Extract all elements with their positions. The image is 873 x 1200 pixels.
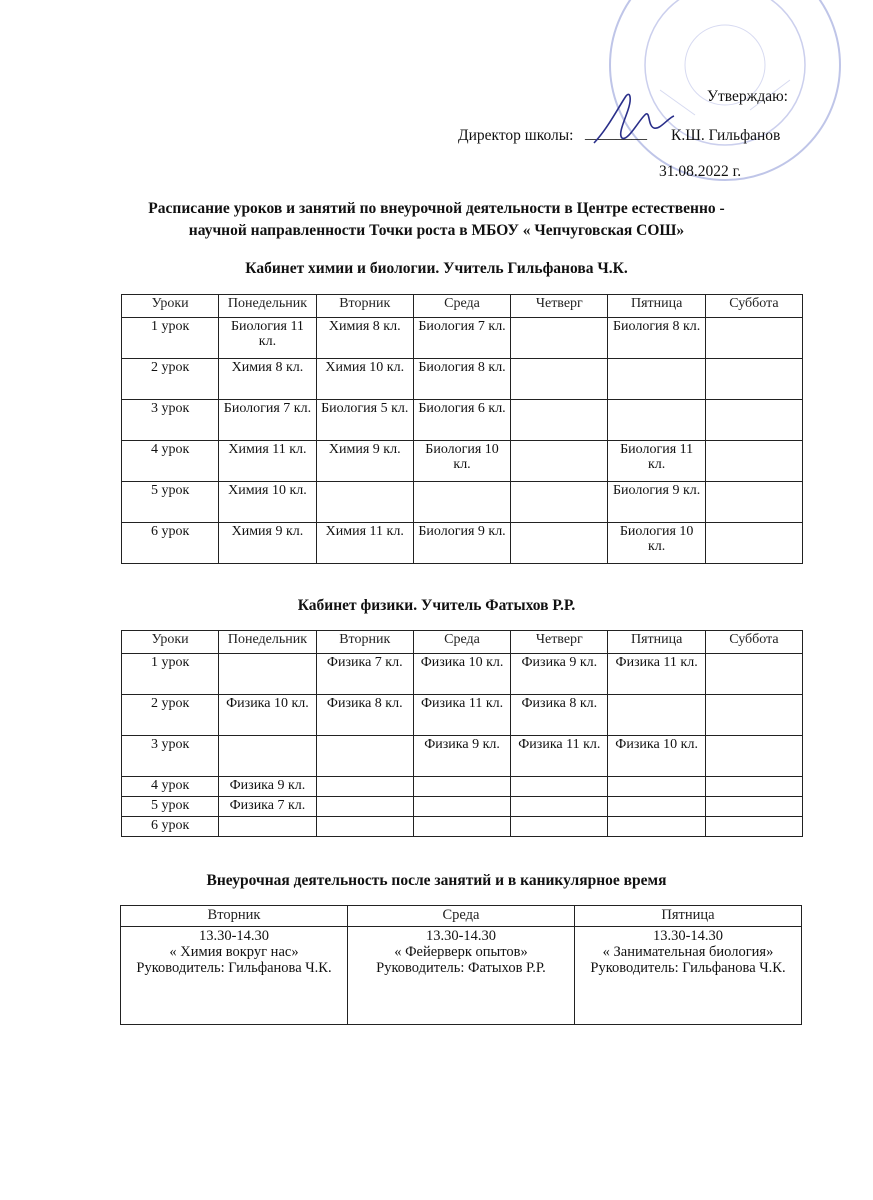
header-cell: Суббота	[705, 295, 802, 318]
header-cell: Среда	[413, 295, 510, 318]
table-cell	[511, 359, 608, 400]
table-cell: Биология 6 кл.	[413, 400, 510, 441]
table-cell: Физика 8 кл.	[511, 695, 608, 736]
table-cell	[511, 441, 608, 482]
table-cell	[705, 736, 802, 777]
table-cell: Химия 11 кл.	[316, 523, 413, 564]
table-cell	[511, 482, 608, 523]
table-cell: 1 урок	[122, 654, 219, 695]
table-cell: Физика 10 кл.	[608, 736, 705, 777]
activity-leader: Руководитель: Гильфанова Ч.К.	[136, 960, 332, 976]
table-cell: Химия 9 кл.	[219, 523, 316, 564]
table-cell: Физика 9 кл.	[219, 777, 316, 797]
activity-leader: Руководитель: Фатыхов Р.Р.	[376, 960, 546, 976]
table-cell: Физика 11 кл.	[511, 736, 608, 777]
table-cell: Биология 9 кл.	[413, 523, 510, 564]
table-cell: Химия 10 кл.	[219, 482, 316, 523]
header-cell: Уроки	[122, 295, 219, 318]
table-cell	[608, 695, 705, 736]
header-cell: Вторник	[316, 631, 413, 654]
table-cell	[511, 777, 608, 797]
activity-time: 13.30-14.30	[425, 928, 497, 944]
table-cell	[511, 817, 608, 837]
header-cell: Уроки	[122, 631, 219, 654]
table-cell: Физика 9 кл.	[413, 736, 510, 777]
activity-name: « Занимательная биология»	[602, 944, 774, 960]
table-cell	[511, 797, 608, 817]
approval-date: 31.08.2022 г.	[659, 163, 742, 180]
table-cell: 4 урок	[122, 441, 219, 482]
table-cell	[705, 359, 802, 400]
activity-cell	[121, 927, 348, 1025]
approve-label: Утверждаю:	[707, 88, 788, 105]
activity-name: « Химия вокруг нас»	[169, 944, 299, 960]
extracurricular-heading: Внеурочная деятельность после занятий и в каникулярное время	[206, 872, 667, 889]
director-name: К.Ш. Гильфанов	[671, 127, 781, 144]
table-cell	[219, 817, 316, 837]
table-cell	[511, 400, 608, 441]
table-row	[122, 654, 803, 695]
table-cell: 5 урок	[122, 797, 219, 817]
table-cell	[608, 777, 705, 797]
table-cell	[705, 441, 802, 482]
table-cell: Физика 10 кл.	[413, 654, 510, 695]
table-cell: Биология 5 кл.	[316, 400, 413, 441]
table-cell: 1 урок	[122, 318, 219, 359]
table-cell: Биология 10 кл.	[413, 441, 510, 482]
table-cell: Биология 9 кл.	[608, 482, 705, 523]
activity-name: « Фейерверк опытов»	[394, 944, 528, 960]
table-cell: Химия 8 кл.	[219, 359, 316, 400]
table-cell: Химия 11 кл.	[219, 441, 316, 482]
table-cell	[705, 400, 802, 441]
table-cell	[705, 318, 802, 359]
header-cell: Понедельник	[219, 631, 316, 654]
table-cell: Химия 8 кл.	[316, 318, 413, 359]
table-row	[122, 318, 803, 359]
header-cell: Понедельник	[219, 295, 316, 318]
table-cell	[511, 318, 608, 359]
table-cell: 2 урок	[122, 695, 219, 736]
table-row	[122, 777, 803, 797]
header-cell: Вторник	[316, 295, 413, 318]
table-cell	[608, 359, 705, 400]
table-cell: Физика 11 кл.	[608, 654, 705, 695]
table-cell: Биология 8 кл.	[608, 318, 705, 359]
table-cell: Биология 10 кл.	[608, 523, 705, 564]
table-cell	[219, 736, 316, 777]
table-cell	[705, 482, 802, 523]
table-cell	[608, 400, 705, 441]
table-cell	[316, 817, 413, 837]
header-cell: Пятница	[608, 631, 705, 654]
table-row	[121, 927, 802, 1025]
page-title-line2: научной направленности Точки роста в МБОУ « Чепчуговская СОШ»	[188, 222, 685, 239]
table-row	[122, 695, 803, 736]
table-cell: 6 урок	[122, 817, 219, 837]
table-cell: Химия 10 кл.	[316, 359, 413, 400]
table-cell: Биология 7 кл.	[219, 400, 316, 441]
activity-time: 13.30-14.30	[652, 928, 724, 944]
table-header-row	[122, 295, 803, 318]
signature-line: ________	[585, 125, 647, 142]
physics-heading: Кабинет физики. Учитель Фатыхов Р.Р.	[297, 597, 576, 614]
table-cell	[316, 736, 413, 777]
table-cell: Биология 11 кл.	[219, 318, 316, 359]
table-cell	[705, 523, 802, 564]
table-cell: Физика 8 кл.	[316, 695, 413, 736]
table-row	[122, 736, 803, 777]
table-cell	[316, 777, 413, 797]
table-cell	[413, 482, 510, 523]
extracurricular-table	[120, 905, 802, 1025]
header-cell: Пятница	[608, 295, 705, 318]
table-cell: Физика 9 кл.	[511, 654, 608, 695]
table-cell: 4 урок	[122, 777, 219, 797]
header-cell: Суббота	[705, 631, 802, 654]
table-cell	[511, 523, 608, 564]
table-cell: Химия 9 кл.	[316, 441, 413, 482]
director-signature	[588, 88, 678, 158]
table-row	[122, 400, 803, 441]
table-row	[122, 441, 803, 482]
table-cell	[705, 695, 802, 736]
table-cell: 3 урок	[122, 400, 219, 441]
physics-schedule-table	[121, 630, 803, 837]
chem-bio-heading: Кабинет химии и биологии. Учитель Гильфанова Ч.К.	[245, 260, 628, 277]
table-row	[122, 482, 803, 523]
table-cell	[413, 777, 510, 797]
table-cell: Физика 10 кл.	[219, 695, 316, 736]
table-cell: Биология 11 кл.	[608, 441, 705, 482]
table-cell	[413, 817, 510, 837]
header-cell: Пятница	[575, 906, 802, 927]
table-cell: 3 урок	[122, 736, 219, 777]
table-cell	[608, 817, 705, 837]
table-header-row	[122, 631, 803, 654]
table-cell	[219, 654, 316, 695]
activity-cell	[575, 927, 802, 1025]
table-header-row	[121, 906, 802, 927]
table-cell: 2 урок	[122, 359, 219, 400]
table-cell	[705, 777, 802, 797]
table-row	[122, 797, 803, 817]
table-cell	[413, 797, 510, 817]
table-cell: Физика 7 кл.	[219, 797, 316, 817]
table-row	[122, 523, 803, 564]
table-cell: Физика 11 кл.	[413, 695, 510, 736]
table-cell: Биология 8 кл.	[413, 359, 510, 400]
director-label: Директор школы:	[458, 127, 574, 144]
table-cell: Биология 7 кл.	[413, 318, 510, 359]
table-cell	[316, 482, 413, 523]
activity-time: 13.30-14.30	[198, 928, 270, 944]
header-cell: Среда	[413, 631, 510, 654]
activity-cell	[348, 927, 575, 1025]
table-row	[122, 359, 803, 400]
table-cell	[608, 797, 705, 817]
page-title-line1: Расписание уроков и занятий по внеурочной деятельности в Центре естественно -	[148, 200, 725, 217]
activity-leader: Руководитель: Гильфанова Ч.К.	[590, 960, 786, 976]
table-cell	[705, 817, 802, 837]
table-row	[122, 817, 803, 837]
table-cell: 5 урок	[122, 482, 219, 523]
table-cell: Физика 7 кл.	[316, 654, 413, 695]
table-cell	[705, 654, 802, 695]
table-cell: 6 урок	[122, 523, 219, 564]
header-cell: Среда	[348, 906, 575, 927]
chem-bio-schedule-table	[121, 294, 803, 564]
table-cell	[316, 797, 413, 817]
header-cell: Четверг	[511, 295, 608, 318]
table-cell	[705, 797, 802, 817]
header-cell: Четверг	[511, 631, 608, 654]
header-cell: Вторник	[121, 906, 348, 927]
